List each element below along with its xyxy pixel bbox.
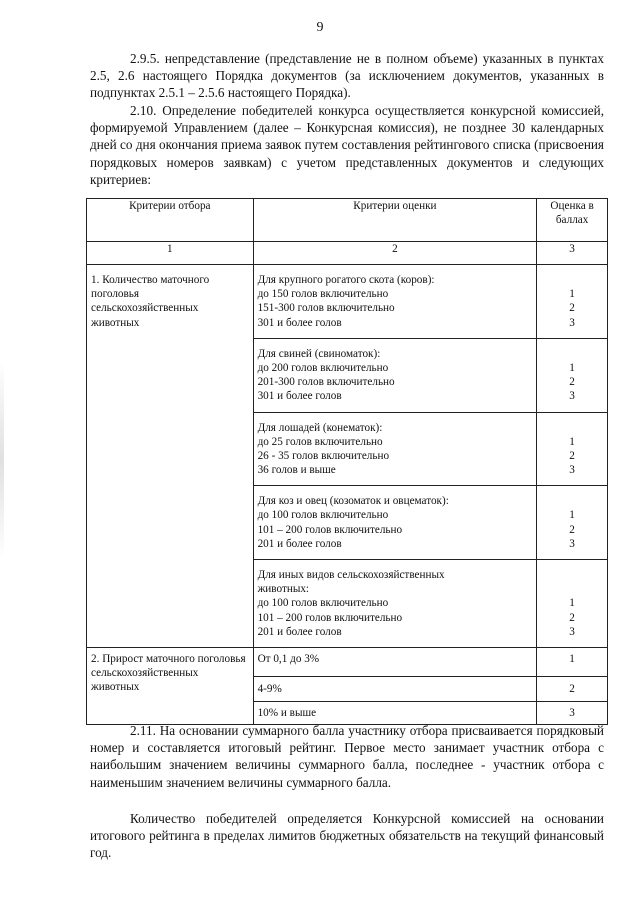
criterion-1-label: 1. Количество маточного поголовья сельскохозяйственных животных — [87, 265, 254, 648]
pigs-scores — [537, 338, 608, 412]
score-item: 3 — [569, 537, 575, 550]
list-item: 26 - 35 голов включительно — [257, 449, 390, 462]
list-item: до 25 голов включительно — [257, 435, 383, 448]
list-item: 101 – 200 голов включительно — [257, 523, 403, 536]
list-item: животных: — [257, 583, 310, 596]
score-item: 3 — [569, 625, 575, 638]
list-item: Для иных видов сельскохозяйственных — [257, 569, 445, 581]
column-number-2: 2 — [253, 242, 537, 265]
pigs-criteria — [253, 338, 537, 412]
header-evaluation-criteria: Критерии оценки — [253, 199, 537, 242]
paragraph-2-11: 2.11. На основании суммарного балла участнику отбора присваивается порядковый номер и составляется итоговый рейтинг. Первое место занимает участник отбора с наибольшим значением величины суммарного балла, последнее - участник отбора с наименьшим значением величины суммарного балла. — [90, 723, 604, 790]
score-item: 3 — [569, 390, 575, 403]
page-number: 9 — [316, 20, 324, 35]
score-item: 1 — [569, 597, 575, 610]
horses-scores — [537, 412, 608, 486]
goats-sheep-scores — [537, 486, 608, 560]
table-row-growth-1 — [87, 647, 608, 676]
growth-criteria-2: 4-9% — [253, 676, 537, 701]
list-item: до 100 голов включительно — [257, 509, 389, 522]
table-header-row — [87, 199, 608, 242]
score-item: 3 — [569, 316, 575, 329]
score-item: 2 — [569, 376, 575, 389]
score-item — [541, 582, 603, 596]
list-item: 201 и более голов — [257, 537, 342, 550]
table-number-row — [87, 242, 608, 265]
score-item — [541, 421, 603, 435]
paragraph-2-10: 2.10. Определение победителей конкурса осуществляется конкурсной комиссией, формируемой Управлением (далее – Конкурсная комиссия), не позднее 30 календарных дней со дня окончания приема заявок путем составления рейтингового списка (присвоения порядковых номеров заявкам) с учетом представленных документов и следующих критериев: — [90, 103, 604, 187]
paragraph-winners: Количество победителей определяется Конкурсной комиссией на основании итогового рейтинга в пределах лимитов бюджетных обязательств на текущий финансовый год. — [90, 811, 604, 861]
score-item: 3 — [569, 464, 575, 477]
column-number-1: 1 — [87, 242, 254, 265]
score-item: 2 — [569, 302, 575, 315]
list-item: Для свиней (свиноматок): — [257, 347, 381, 360]
list-item: 151-300 голов включительно — [257, 302, 395, 315]
score-item — [541, 494, 603, 508]
growth-score-2: 2 — [537, 676, 608, 701]
score-item — [541, 273, 603, 287]
horses-criteria — [253, 412, 537, 486]
score-item: 1 — [569, 361, 575, 374]
list-item: до 150 голов включительно — [257, 288, 389, 301]
growth-score-3: 3 — [537, 701, 608, 724]
column-number-3: 3 — [537, 242, 608, 265]
cattle-scores — [537, 265, 608, 339]
score-item — [541, 568, 603, 582]
header-score: Оценка в баллах — [537, 199, 608, 242]
score-item: 2 — [569, 523, 575, 536]
list-item: до 200 голов включительно — [257, 361, 389, 374]
goats-sheep-criteria — [253, 486, 537, 560]
score-item: 1 — [569, 435, 575, 448]
growth-score-1: 1 — [537, 647, 608, 676]
other-animals-criteria — [253, 560, 537, 648]
scan-edge-shadow — [0, 360, 4, 560]
cattle-criteria — [253, 265, 537, 339]
growth-criteria-1: От 0,1 до 3% — [253, 647, 537, 676]
score-item: 2 — [569, 611, 575, 624]
other-animals-scores — [537, 560, 608, 648]
list-item: Для коз и овец (козоматок и овцематок): — [257, 495, 449, 508]
paragraph-2-9-5: 2.9.5. непредставление (представление не в полном объеме) указанных в пунктах 2.5, 2.6 настоящего Порядка документов (за исключением документов, указанных в подпунктах 2.5.1 – 2.5.6 настоящего Порядка). — [90, 51, 604, 101]
score-item — [541, 347, 603, 361]
list-item: до 100 голов включительно — [257, 597, 389, 610]
list-item: 201 и более голов — [257, 625, 342, 638]
list-item: 301 и более голов — [257, 316, 342, 329]
table-row-cattle — [87, 265, 608, 339]
criteria-table — [86, 198, 608, 725]
growth-criteria-3: 10% и выше — [253, 701, 537, 724]
list-item: 101 – 200 голов включительно — [257, 611, 403, 624]
list-item: 201-300 голов включительно — [257, 376, 395, 389]
score-item: 1 — [569, 288, 575, 301]
criterion-2-label: 2. Прирост маточного поголовья сельскохозяйственных животных — [87, 647, 254, 724]
list-item: 301 и более голов — [257, 390, 342, 403]
list-item: Для крупного рогатого скота (коров): — [257, 274, 435, 286]
header-selection-criteria: Критерии отбора — [87, 199, 254, 242]
list-item: Для лошадей (конематок): — [257, 421, 383, 434]
list-item: 36 голов и выше — [257, 464, 336, 477]
score-item: 1 — [569, 509, 575, 522]
score-item: 2 — [569, 449, 575, 462]
